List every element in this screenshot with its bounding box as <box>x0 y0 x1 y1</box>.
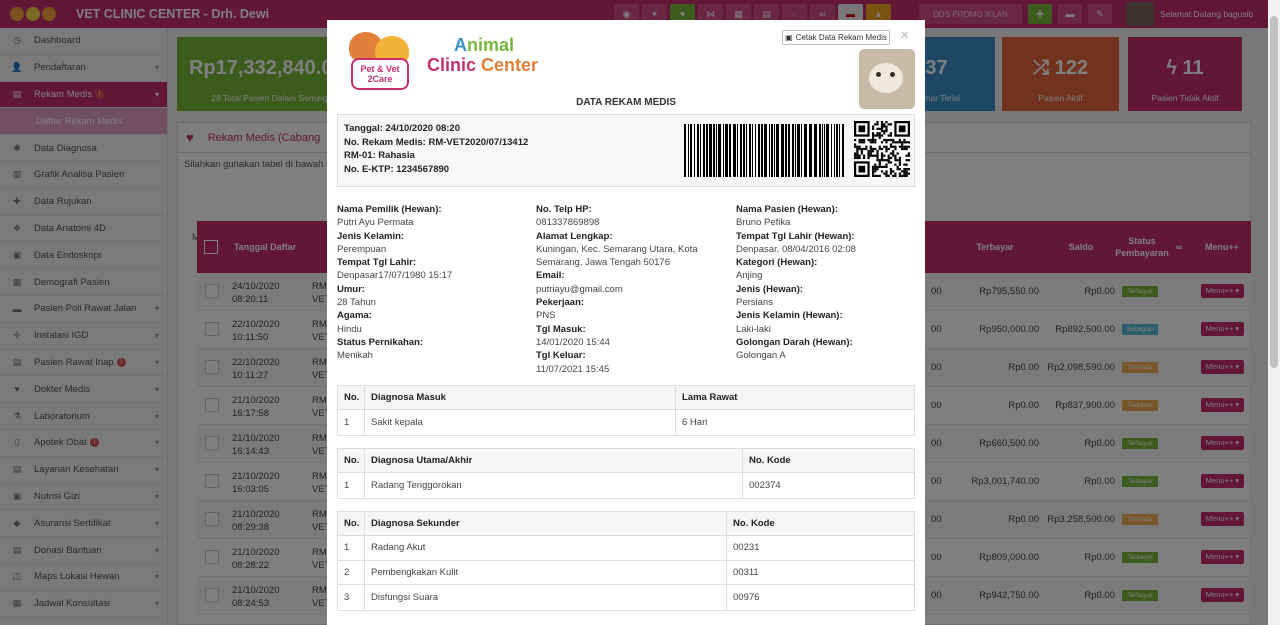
table-cell: 1 <box>344 542 350 554</box>
table-cell: 6 Hari <box>675 410 914 435</box>
table-cell: No. <box>344 518 360 529</box>
field-value: Laki-laki <box>736 323 771 335</box>
field-value: putriayu@gmail.com <box>536 283 623 295</box>
table-row <box>338 561 914 586</box>
patient-info <box>736 203 926 363</box>
field-value: Persians <box>736 297 773 309</box>
table-row <box>338 410 914 435</box>
table-cell: No. Kode <box>726 512 914 535</box>
field-value: Golongan A <box>736 350 786 362</box>
field-value: Bruno Pefika <box>736 217 791 229</box>
record-number: No. Rekam Medis: RM-VET2020/07/13412 <box>344 136 529 148</box>
field-label: Alamat Lengkap: <box>536 230 613 242</box>
field-label: Agama: <box>337 310 372 322</box>
record-date: Tanggal: 24/10/2020 08:20 <box>344 123 460 134</box>
table-cell: Lama Rawat <box>675 386 914 409</box>
field-value: Anjing <box>736 270 763 282</box>
record-rm01: RM-01: Rahasia <box>344 150 415 161</box>
record-title: DATA REKAM MEDIS <box>576 97 676 108</box>
field-value: 11/07/2021 15:45 <box>536 363 610 375</box>
field-value: 081337869898 <box>536 217 600 229</box>
field-label: Tempat Tgl Lahir: <box>337 257 416 269</box>
qr-code <box>854 121 910 177</box>
table-cell: Diagnosa Utama/Akhir <box>364 449 742 472</box>
logo-tag: Pet & Vet 2Care <box>351 58 409 90</box>
field-label: Golongan Darah (Hewan): <box>736 336 853 348</box>
table-header-row <box>338 512 914 536</box>
table-cell: Diagnosa Masuk <box>364 386 675 409</box>
record-id-box <box>337 114 915 187</box>
table-header-row <box>338 449 914 473</box>
field-value: Perempuan <box>337 243 387 255</box>
field-label: Jenis Kelamin: <box>337 230 405 242</box>
field-label: No. Telp HP: <box>536 204 592 215</box>
field-value: Putri Ayu Permata <box>337 217 414 229</box>
table-cell: Radang Tenggorokan <box>364 473 742 498</box>
diagnosis-secondary-table <box>337 511 915 611</box>
table-cell: Sakit kepala <box>364 410 675 435</box>
barcode <box>684 124 848 177</box>
field-label: Tgl Keluar: <box>536 350 586 362</box>
field-value: PNS <box>536 310 556 322</box>
table-cell: 00976 <box>726 585 914 610</box>
table-row <box>338 585 914 610</box>
medical-record-modal <box>327 20 925 625</box>
table-cell: 2 <box>344 566 350 578</box>
table-cell: Disfungsi Suara <box>364 585 726 610</box>
brand-line-1: Animal <box>454 35 515 55</box>
table-cell: 3 <box>344 591 350 603</box>
field-value: 14/01/2020 15:44 <box>536 336 610 348</box>
field-label: Kategori (Hewan): <box>736 257 818 269</box>
print-record-button[interactable]: ▣ Cetak Data Rekam Medis <box>782 30 890 45</box>
diagnosis-main-table <box>337 448 915 499</box>
field-value: Menikah <box>337 350 373 362</box>
contact-info <box>536 203 711 376</box>
scrollbar[interactable] <box>1268 0 1280 625</box>
brand-line-2: Clinic Center <box>427 55 539 75</box>
table-cell: 002374 <box>742 473 914 498</box>
table-cell: Radang Akut <box>364 536 726 560</box>
record-ektp: No. E-KTP: 1234567890 <box>344 163 450 175</box>
field-label: Jenis (Hewan): <box>736 283 804 295</box>
owner-info <box>337 203 527 363</box>
table-header-row <box>338 386 914 410</box>
field-label: Nama Pasien (Hewan): <box>736 204 838 215</box>
field-value: Denpasar, 08/04/2016 02:08 <box>736 243 856 255</box>
field-label: Tempat Tgl Lahir (Hewan): <box>736 230 855 242</box>
field-label: Status Pernikahan: <box>337 336 424 348</box>
table-cell: 00311 <box>726 561 914 585</box>
record-id-lines <box>344 122 528 176</box>
table-row <box>338 473 914 498</box>
clinic-logo <box>339 30 439 92</box>
table-cell: 00231 <box>726 536 914 560</box>
field-value: 28 Tahun <box>337 297 376 309</box>
field-value: Hindu <box>337 323 362 335</box>
field-label: Tgl Masuk: <box>536 323 586 335</box>
scrollbar-thumb[interactable] <box>1270 16 1278 368</box>
field-label: Jenis Kelamin (Hewan): <box>736 310 843 322</box>
field-value: Kuningan, Kec. Semarang Utara, Kota Semarang, Jawa Tengah 50176 <box>536 243 698 269</box>
field-label: Nama Pemilik (Hewan): <box>337 204 442 215</box>
table-cell: 1 <box>344 416 350 428</box>
table-cell: Pembengkakan Kulit <box>364 561 726 585</box>
field-label: Email: <box>536 270 565 282</box>
table-cell: Diagnosa Sekunder <box>364 512 726 535</box>
field-value: Denpasar17/07/1980 15:17 <box>337 270 453 282</box>
table-cell: No. <box>344 455 360 466</box>
table-row <box>338 536 914 561</box>
field-label: Umur: <box>337 283 365 295</box>
table-cell: No. <box>344 392 360 403</box>
table-cell: 1 <box>344 479 350 491</box>
printer-icon: ▣ <box>785 33 793 42</box>
close-icon[interactable]: × <box>900 27 910 44</box>
diagnosis-entry-table <box>337 385 915 436</box>
table-cell: No. Kode <box>742 449 914 472</box>
field-label: Pekerjaan: <box>536 297 585 309</box>
